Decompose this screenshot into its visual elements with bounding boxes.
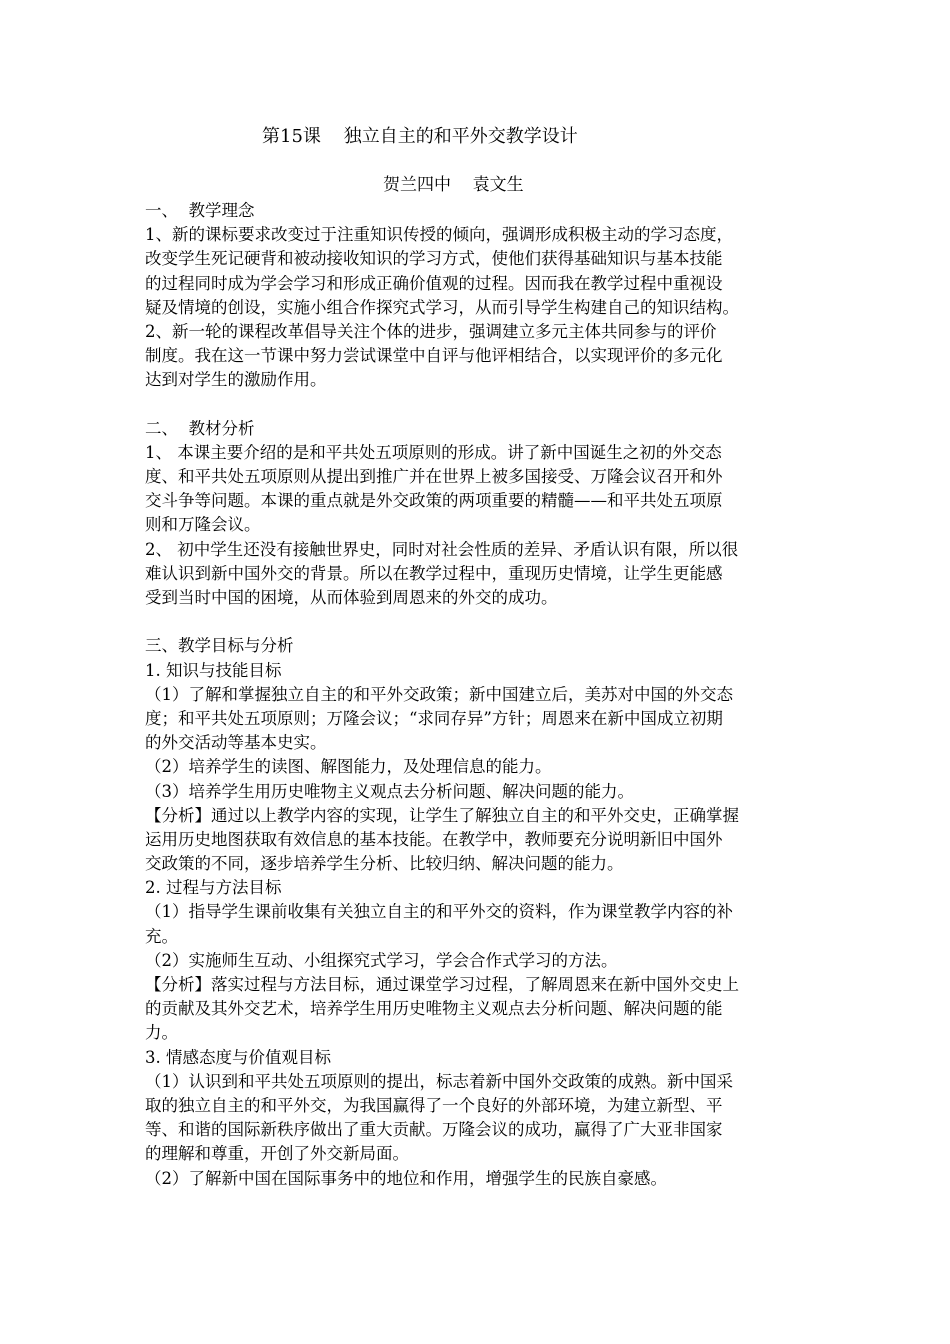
- text-line: 一、 教学理念: [145, 201, 255, 220]
- text-line: 的贡献及其外交艺术，培养学生用历史唯物主义观点去分析问题、解决问题的能: [145, 999, 723, 1019]
- text-line: （3）培养学生用历史唯物主义观点去分析问题、解决问题的能力。: [145, 781, 634, 801]
- text-line: 交斗争等问题。本课的重点就是外交政策的两项重要的精髓——和平共处五项原: [145, 491, 723, 511]
- text-line: 【分析】通过以上教学内容的实现，让学生了解独立自主的和平外交史，正确掌握: [145, 805, 739, 825]
- text-line: 三、教学目标与分析: [145, 636, 294, 656]
- text-line: 充。: [145, 926, 178, 946]
- text-line: 难认识到新中国外交的背景。所以在教学过程中，重现历史情境，让学生更能感: [145, 563, 723, 583]
- text-line: （2）了解新中国在国际事务中的地位和作用，增强学生的民族自豪感。: [145, 1168, 667, 1188]
- text-line: （1）认识到和平共处五项原则的提出，标志着新中国外交政策的成熟。新中国采: [145, 1071, 733, 1091]
- blank-line: [145, 610, 815, 634]
- text-line: 受到当时中国的困境，从而体验到周恩来的外交的成功。: [145, 588, 558, 607]
- text-line: 取的独立自主的和平外交，为我国赢得了一个良好的外部环境，为建立新型、平: [145, 1095, 723, 1115]
- text-line: 则和万隆会议。: [145, 515, 261, 535]
- text-line: 力。: [145, 1023, 178, 1043]
- text-line: 的过程同时成为学会学习和形成正确价值观的过程。因而我在教学过程中重视设: [145, 273, 723, 293]
- text-line: 度；和平共处五项原则；万隆会议；“求同存异”方针；周恩来在新中国成立初期: [145, 708, 723, 728]
- text-line: （1）了解和掌握独立自主的和平外交政策；新中国建立后，美苏对中国的外交态: [145, 684, 733, 704]
- text-line: （2）培养学生的读图、解图能力，及处理信息的能力。: [145, 757, 552, 777]
- text-line: 3. 情感态度与价值观目标: [145, 1047, 331, 1067]
- text-line: 制度。我在这一节课中努力尝试课堂中自评与他评相结合，以实现评价的多元化: [145, 346, 723, 366]
- text-line: 1、新的课标要求改变过于注重知识传授的倾向，强调形成积极主动的学习态度，: [145, 225, 733, 245]
- text-line: 改变学生死记硬背和被动接收知识的学习方式，使他们获得基础知识与基本技能: [145, 249, 723, 269]
- document-body: [145, 199, 815, 1191]
- text-line: 等、和谐的国际新秩序做出了重大贡献。万隆会议的成功，赢得了广大亚非国家: [145, 1120, 723, 1140]
- text-line: 交政策的不同，逐步培养学生分析、比较归纳、解决问题的能力。: [145, 854, 624, 874]
- text-line: 2. 过程与方法目标: [145, 878, 282, 898]
- text-line: 2、新一轮的课程改革倡导关注个体的进步，强调建立多元主体共同参与的评价: [145, 321, 717, 341]
- text-line: 【分析】落实过程与方法目标，通过课堂学习过程，了解周恩来在新中国外交史上: [145, 975, 739, 994]
- text-line: （2）实施师生互动、小组探究式学习，学会合作式学习的方法。: [145, 950, 618, 970]
- text-line: 二、 教材分析: [145, 418, 255, 438]
- text-line: 达到对学生的激励作用。: [145, 370, 327, 390]
- text-line: 疑及情境的创设，实施小组合作探究式学习，从而引导学生构建自己的知识结构。: [145, 297, 739, 317]
- text-line: （1）指导学生课前收集有关独立自主的和平外交的资料，作为课堂教学内容的补: [145, 902, 733, 922]
- text-line: 运用历史地图获取有效信息的基本技能。在教学中，教师要充分说明新旧中国外: [145, 829, 723, 849]
- blank-line: [145, 393, 815, 417]
- text-line: 度、和平共处五项原则从提出到推广并在世界上被多国接受、万隆会议召开和外: [145, 467, 723, 487]
- text-line: 2、 初中学生还没有接触世界史，同时对社会性质的差异、矛盾认识有限，所以很: [145, 539, 739, 559]
- text-line: 1、 本课主要介绍的是和平共处五项原则的形成。讲了新中国诞生之初的外交态: [145, 442, 722, 462]
- document-author: 贺兰四中 袁文生: [383, 175, 524, 195]
- text-line: 的外交活动等基本史实。: [145, 733, 327, 753]
- document-title: 第15课 独立自主的和平外交教学设计: [262, 126, 578, 147]
- text-line: 1. 知识与技能目标: [145, 660, 282, 680]
- text-line: 的理解和尊重，开创了外交新局面。: [145, 1144, 409, 1164]
